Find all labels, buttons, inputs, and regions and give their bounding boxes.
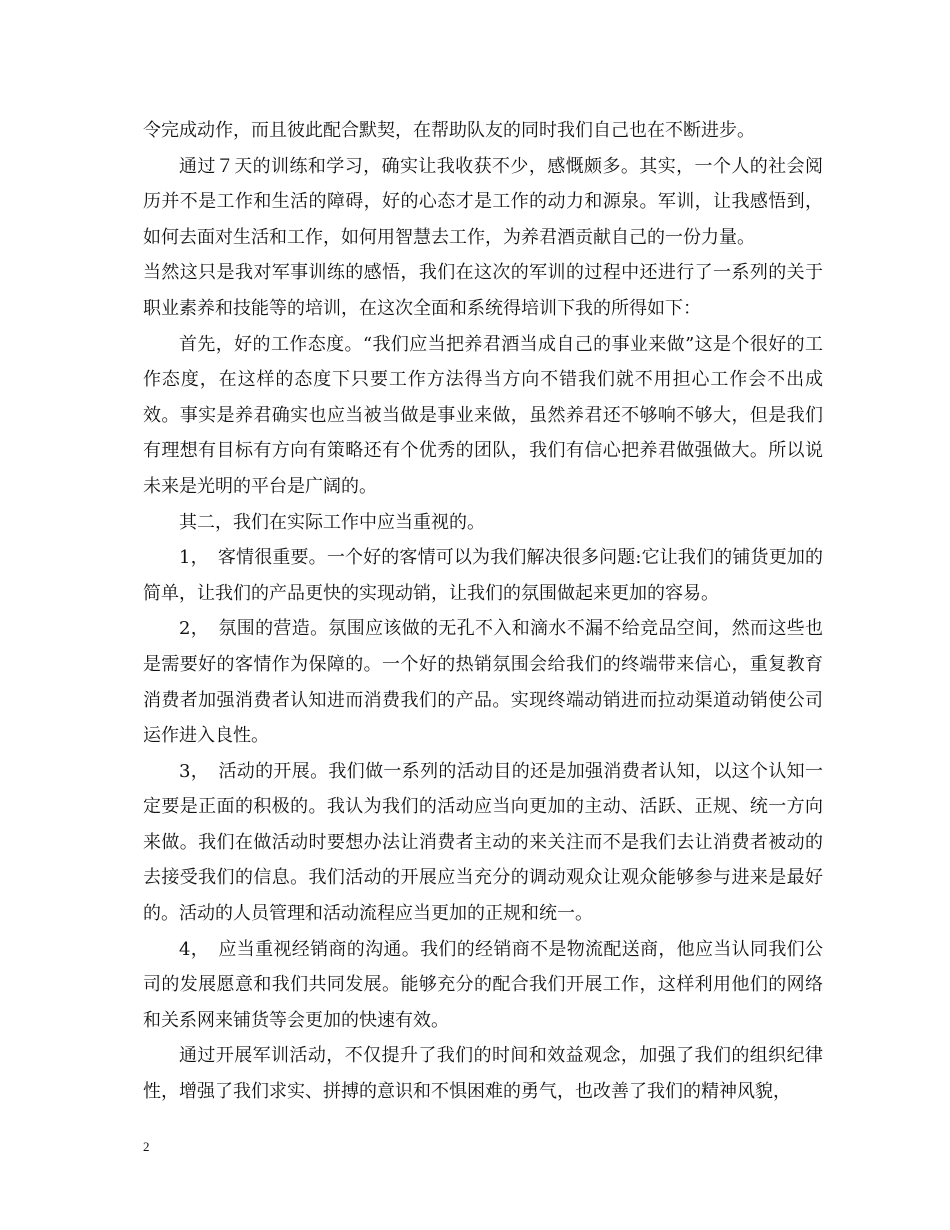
list-item-3: 3， 活动的开展。我们做一系列的活动目的还是加强消费者认知，以这个认知一定要是正面的积极的。我认为我们的活动应当向更加的主动、活跃、正规、统一方向来做。我们在做活动时要想办法让消费者主动的来关注而不是我们去让消费者被动的去接受我们的信息。我们活动的开展应当充分的调动观众让观众能够参与进来是最好的。活动的人员管理和活动流程应当更加的正规和统一。 (143, 760, 823, 925)
paragraph-training-summary: 当然这只是我对军事训练的感悟，我们在这次的军训的过程中还进行了一系列的关于职业素养和技能等的培训，在这次全面和系统得培训下我的所得如下： (143, 262, 823, 319)
paragraph-training-reflection: 通过７天的训练和学习，确实让我收获不少，感慨颇多。其实，一个人的社会阅历并不是工作和生活的障碍，好的心态才是工作的动力和源泉。军训，让我感悟到，如何去面对生活和工作，如何用智慧去工作，为养君酒贡献自己的一份力量。 (143, 155, 823, 248)
list-item-2: 2， 氛围的营造。氛围应该做的无孔不入和滴水不漏不给竞品空间，然而这些也是需要好的客情作为保障的。一个好的热销氛围会给我们的终端带来信心，重复教育消费者加强消费者认知进而消费我们的产品。实现终端动销进而拉动渠道动销使公司运作进入良性。 (143, 618, 823, 747)
list-item-4: 4， 应当重视经销商的沟通。我们的经销商不是物流配送商，他应当认同我们公司的发展愿意和我们共同发展。能够充分的配合我们开展工作，这样利用他们的网络和关系网来铺货等会更加的快速有效。 (143, 938, 823, 1031)
paragraph-conclusion: 通过开展军训活动，不仅提升了我们的时间和效益观念，加强了我们的组织纪律性，增强了我们求实、拼搏的意识和不惧困难的勇气，也改善了我们的精神风貌， (143, 1045, 823, 1103)
paragraph-continuation: 令完成动作，而且彼此配合默契，在帮助队友的同时我们自己也在不断进步。 (143, 120, 755, 141)
page-number: 2 (143, 1139, 150, 1154)
paragraph-second-point: 其二，我们在实际工作中应当重视的。 (179, 511, 485, 533)
body-text (143, 113, 823, 1110)
paragraph-first-point: 首先，好的工作态度。“我们应当把养君酒当成自己的事业来做”这是个很好的工作态度，在这样的态度下只要工作方法得当方向不错我们就不用担心工作会不出成效。事实是养君确实也应当被当做是事业来做，虽然养君还不够响不够大，但是我们有理想有目标有方向有策略还有个优秀的团队，我们有信心把养君做强做大。所以说未来是光明的平台是广阔的。 (143, 333, 823, 497)
list-item-1: 1， 客情很重要。一个好的客情可以为我们解决很多问题:它让我们的铺货更加的简单，让我们的产品更快的实现动销，让我们的氛围做起来更加的容易。 (143, 547, 823, 604)
